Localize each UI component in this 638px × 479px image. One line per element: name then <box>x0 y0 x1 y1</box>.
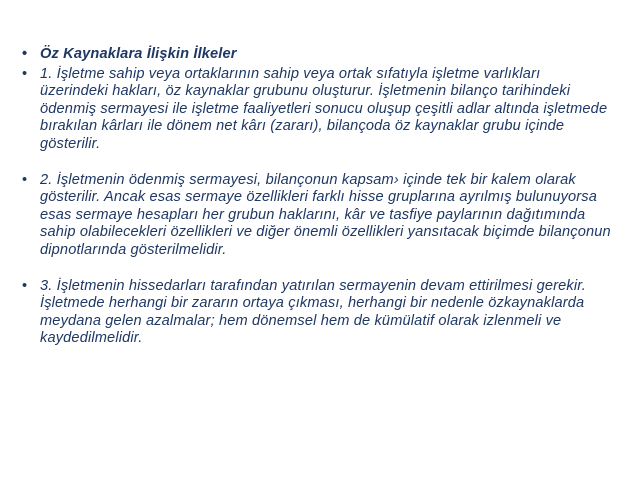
bullet-dot-icon: • <box>22 171 28 188</box>
bullet-text: 1. İşletme sahip veya ortaklarının sahip veya ortak sıfatıyla işletme varlıkları üzerindeki hakları, öz kaynaklar grubunu oluşturur. İşletmenin bilanço tarihindeki ödenmiş sermayesi ile işletme faaliyetleri sonucu oluşup çeşitli adlar altında işletmede bırakılan kârları ile dönem net kârı (zararı), bilançoda öz kaynaklar grubu içinde gösterilir. <box>40 65 608 152</box>
bullet-list <box>22 46 612 348</box>
bullet-text: 3. İşletmenin hissedarları tarafından yatırılan sermayenin devam ettirilmesi gerekir. İşletmede herhangi bir zararın ortaya çıkması, herhangi bir nedenle özkaynaklarda meydana gelen azalmalar; hem dönemsel hem de kümülatif olarak izlenmeli ve kaydedilmelidir. <box>40 277 586 347</box>
slide-heading: Öz Kaynaklara İlişkin İlkeler <box>40 46 237 62</box>
bullet-item-3 <box>22 278 612 348</box>
bullet-item-1 <box>22 66 612 154</box>
bullet-item-2 <box>22 172 612 260</box>
bullet-text: 2. İşletmenin ödenmiş sermayesi, bilançonun kapsam› içinde tek bir kalem olarak gösterilir. Ancak esas sermaye özellikleri farklı hisse gruplarına ayrılmış bulunuyorsa esas sermaye hesapları her grubun haklarını, kâr ve tasfiye paylarının dağıtımında sahip olabilecekleri özellikleri ve diğer önemli özellikleri yansıtacak biçimde bilançonun dipnotlarında gösterilmelidir. <box>40 171 611 258</box>
bullet-dot-icon: • <box>22 65 28 82</box>
slide-heading-bullet <box>22 46 612 64</box>
bullet-dot-icon: • <box>22 277 28 294</box>
bullet-dot-icon: • <box>22 46 28 62</box>
